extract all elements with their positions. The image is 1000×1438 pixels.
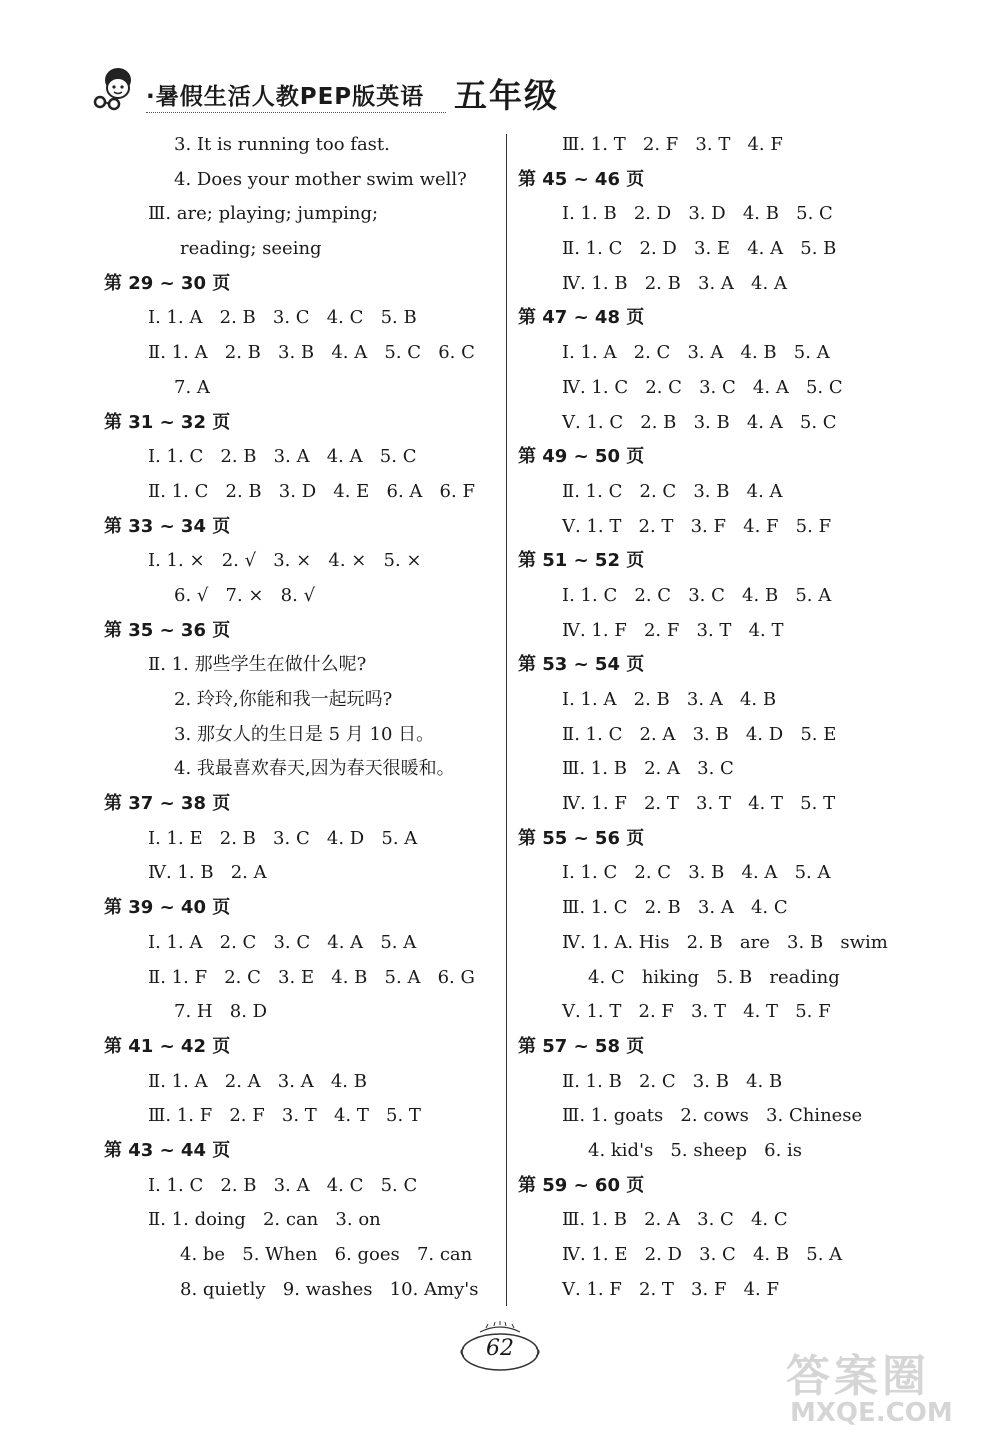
section-heading: 第 55 ~ 56 页 (518, 827, 645, 849)
answer-line: Ⅰ. 1. C 2. B 3. A 4. C 5. C (148, 1174, 418, 1196)
answer-line: 4. kid's 5. sheep 6. is (588, 1139, 803, 1161)
answer-line: Ⅲ. are; playing; jumping; (148, 203, 379, 225)
section-heading: 第 43 ~ 44 页 (104, 1139, 231, 1161)
answer-line: Ⅰ. 1. E 2. B 3. C 4. D 5. A (148, 827, 418, 849)
section-heading: 第 59 ~ 60 页 (518, 1174, 645, 1196)
answer-line: Ⅴ. 1. F 2. T 3. F 4. F (562, 1278, 779, 1300)
answer-line: Ⅴ. 1. T 2. T 3. F 4. F 5. F (562, 515, 832, 537)
answer-line: Ⅲ. 1. C 2. B 3. A 4. C (562, 897, 788, 919)
answer-line: Ⅱ. 1. doing 2. can 3. on (148, 1209, 381, 1231)
answer-line: Ⅱ. 1. 那些学生在做什么呢? (148, 654, 367, 676)
answer-line: 7. A (174, 376, 210, 398)
answer-line: Ⅲ. 1. T 2. F 3. T 4. F (562, 134, 783, 155)
answer-line: Ⅳ. 1. F 2. F 3. T 4. T (562, 619, 784, 641)
answer-line: Ⅳ. 1. C 2. C 3. C 4. A 5. C (562, 376, 843, 398)
answer-line: 4. 我最喜欢春天,因为春天很暖和。 (174, 758, 455, 780)
answer-line: Ⅰ. 1. A 2. B 3. A 4. B (562, 689, 777, 710)
answer-line: Ⅲ. 1. F 2. F 3. T 4. T 5. T (148, 1105, 421, 1127)
answer-line: Ⅱ. 1. B 2. C 3. B 4. B (562, 1070, 783, 1092)
answer-line: Ⅳ. 1. A. His 2. B are 3. B swim (562, 931, 888, 953)
answer-line: Ⅳ. 1. B 2. B 3. A 4. A (562, 272, 787, 294)
answer-line: Ⅰ. 1. C 2. C 3. C 4. B 5. A (562, 584, 832, 606)
answer-line: Ⅳ. 1. E 2. D 3. C 4. B 5. A (562, 1244, 843, 1265)
page-number-badge (450, 1318, 550, 1378)
site-watermark (786, 1340, 996, 1432)
answer-line: Ⅲ. 1. B 2. A 3. C 4. C (562, 1209, 788, 1231)
section-heading: 第 33 ~ 34 页 (104, 515, 231, 537)
section-heading: 第 41 ~ 42 页 (104, 1035, 231, 1057)
watermark-url: MXQE.COM (790, 1398, 953, 1428)
answer-line: Ⅳ. 1. B 2. A (148, 862, 267, 884)
answer-line: reading; seeing (180, 238, 322, 260)
section-heading: 第 31 ~ 32 页 (104, 411, 231, 433)
answer-line: Ⅲ. 1. goats 2. cows 3. Chinese (562, 1105, 863, 1127)
answer-line: 8. quietly 9. washes 10. Amy's (180, 1278, 479, 1300)
answer-line: 7. H 8. D (174, 1001, 268, 1023)
answer-line: Ⅱ. 1. C 2. A 3. B 4. D 5. E (562, 723, 837, 745)
grade-label: 五年级 (454, 76, 559, 115)
section-heading: 第 39 ~ 40 页 (104, 897, 231, 919)
section-heading: 第 51 ~ 52 页 (518, 550, 645, 572)
answer-line: Ⅰ. 1. A 2. B 3. C 4. C 5. B (148, 307, 417, 329)
page-number: 62 (486, 1336, 514, 1361)
answer-line: 4. Does your mother swim well? (174, 168, 467, 190)
answer-line: Ⅱ. 1. C 2. D 3. E 4. A 5. B (562, 238, 837, 260)
section-heading: 第 53 ~ 54 页 (518, 654, 645, 676)
answer-line: Ⅰ. 1. A 2. C 3. C 4. A 5. A (148, 931, 417, 953)
answer-line: Ⅱ. 1. A 2. B 3. B 4. A 5. C 6. C (148, 342, 475, 364)
cartoon-boy-logo-icon (92, 58, 144, 114)
answer-line: Ⅴ. 1. T 2. F 3. T 4. T 5. F (562, 1001, 831, 1023)
title-underline (146, 112, 446, 113)
page-header (92, 58, 572, 118)
answer-line: Ⅴ. 1. C 2. B 3. B 4. A 5. C (562, 411, 837, 433)
answer-line: 4. be 5. When 6. goes 7. can (180, 1244, 473, 1265)
answer-line: Ⅲ. 1. B 2. A 3. C (562, 758, 734, 780)
answer-line: 3. It is running too fast. (174, 134, 390, 155)
section-heading: 第 45 ~ 46 页 (518, 168, 645, 190)
section-heading: 第 35 ~ 36 页 (104, 619, 231, 641)
section-heading: 第 47 ~ 48 页 (518, 307, 645, 329)
answer-line: 4. C hiking 5. B reading (588, 966, 840, 988)
answer-line: Ⅰ. 1. B 2. D 3. D 4. B 5. C (562, 203, 833, 225)
answer-line: Ⅱ. 1. C 2. C 3. B 4. A (562, 480, 783, 502)
section-heading: 第 37 ~ 38 页 (104, 793, 231, 815)
column-divider (506, 134, 507, 1306)
answer-line: Ⅱ. 1. A 2. A 3. A 4. B (148, 1070, 367, 1092)
answer-line: Ⅰ. 1. C 2. C 3. B 4. A 5. A (562, 862, 831, 884)
answer-line: Ⅱ. 1. C 2. B 3. D 4. E 6. A 6. F (148, 480, 475, 502)
answer-line: 2. 玲玲,你能和我一起玩吗? (174, 689, 393, 710)
answer-column-right (518, 128, 918, 1307)
answer-line: 6. √ 7. × 8. √ (174, 584, 316, 606)
answer-line: Ⅰ. 1. C 2. B 3. A 4. A 5. C (148, 446, 417, 468)
watermark-chars: 答案圈 (786, 1351, 930, 1402)
answer-line: Ⅳ. 1. F 2. T 3. T 4. T 5. T (562, 793, 836, 815)
answer-line: Ⅱ. 1. F 2. C 3. E 4. B 5. A 6. G (148, 966, 475, 988)
book-title: ·暑假生活人教PEP版英语 (146, 84, 425, 110)
answer-line: 3. 那女人的生日是 5 月 10 日。 (174, 723, 435, 745)
answer-column-left (104, 128, 504, 1307)
section-heading: 第 29 ~ 30 页 (104, 272, 231, 294)
answer-line: Ⅰ. 1. A 2. C 3. A 4. B 5. A (562, 342, 830, 364)
section-heading: 第 57 ~ 58 页 (518, 1035, 645, 1057)
section-heading: 第 49 ~ 50 页 (518, 446, 645, 468)
answer-line: Ⅰ. 1. × 2. √ 3. × 4. × 5. × (148, 550, 422, 572)
